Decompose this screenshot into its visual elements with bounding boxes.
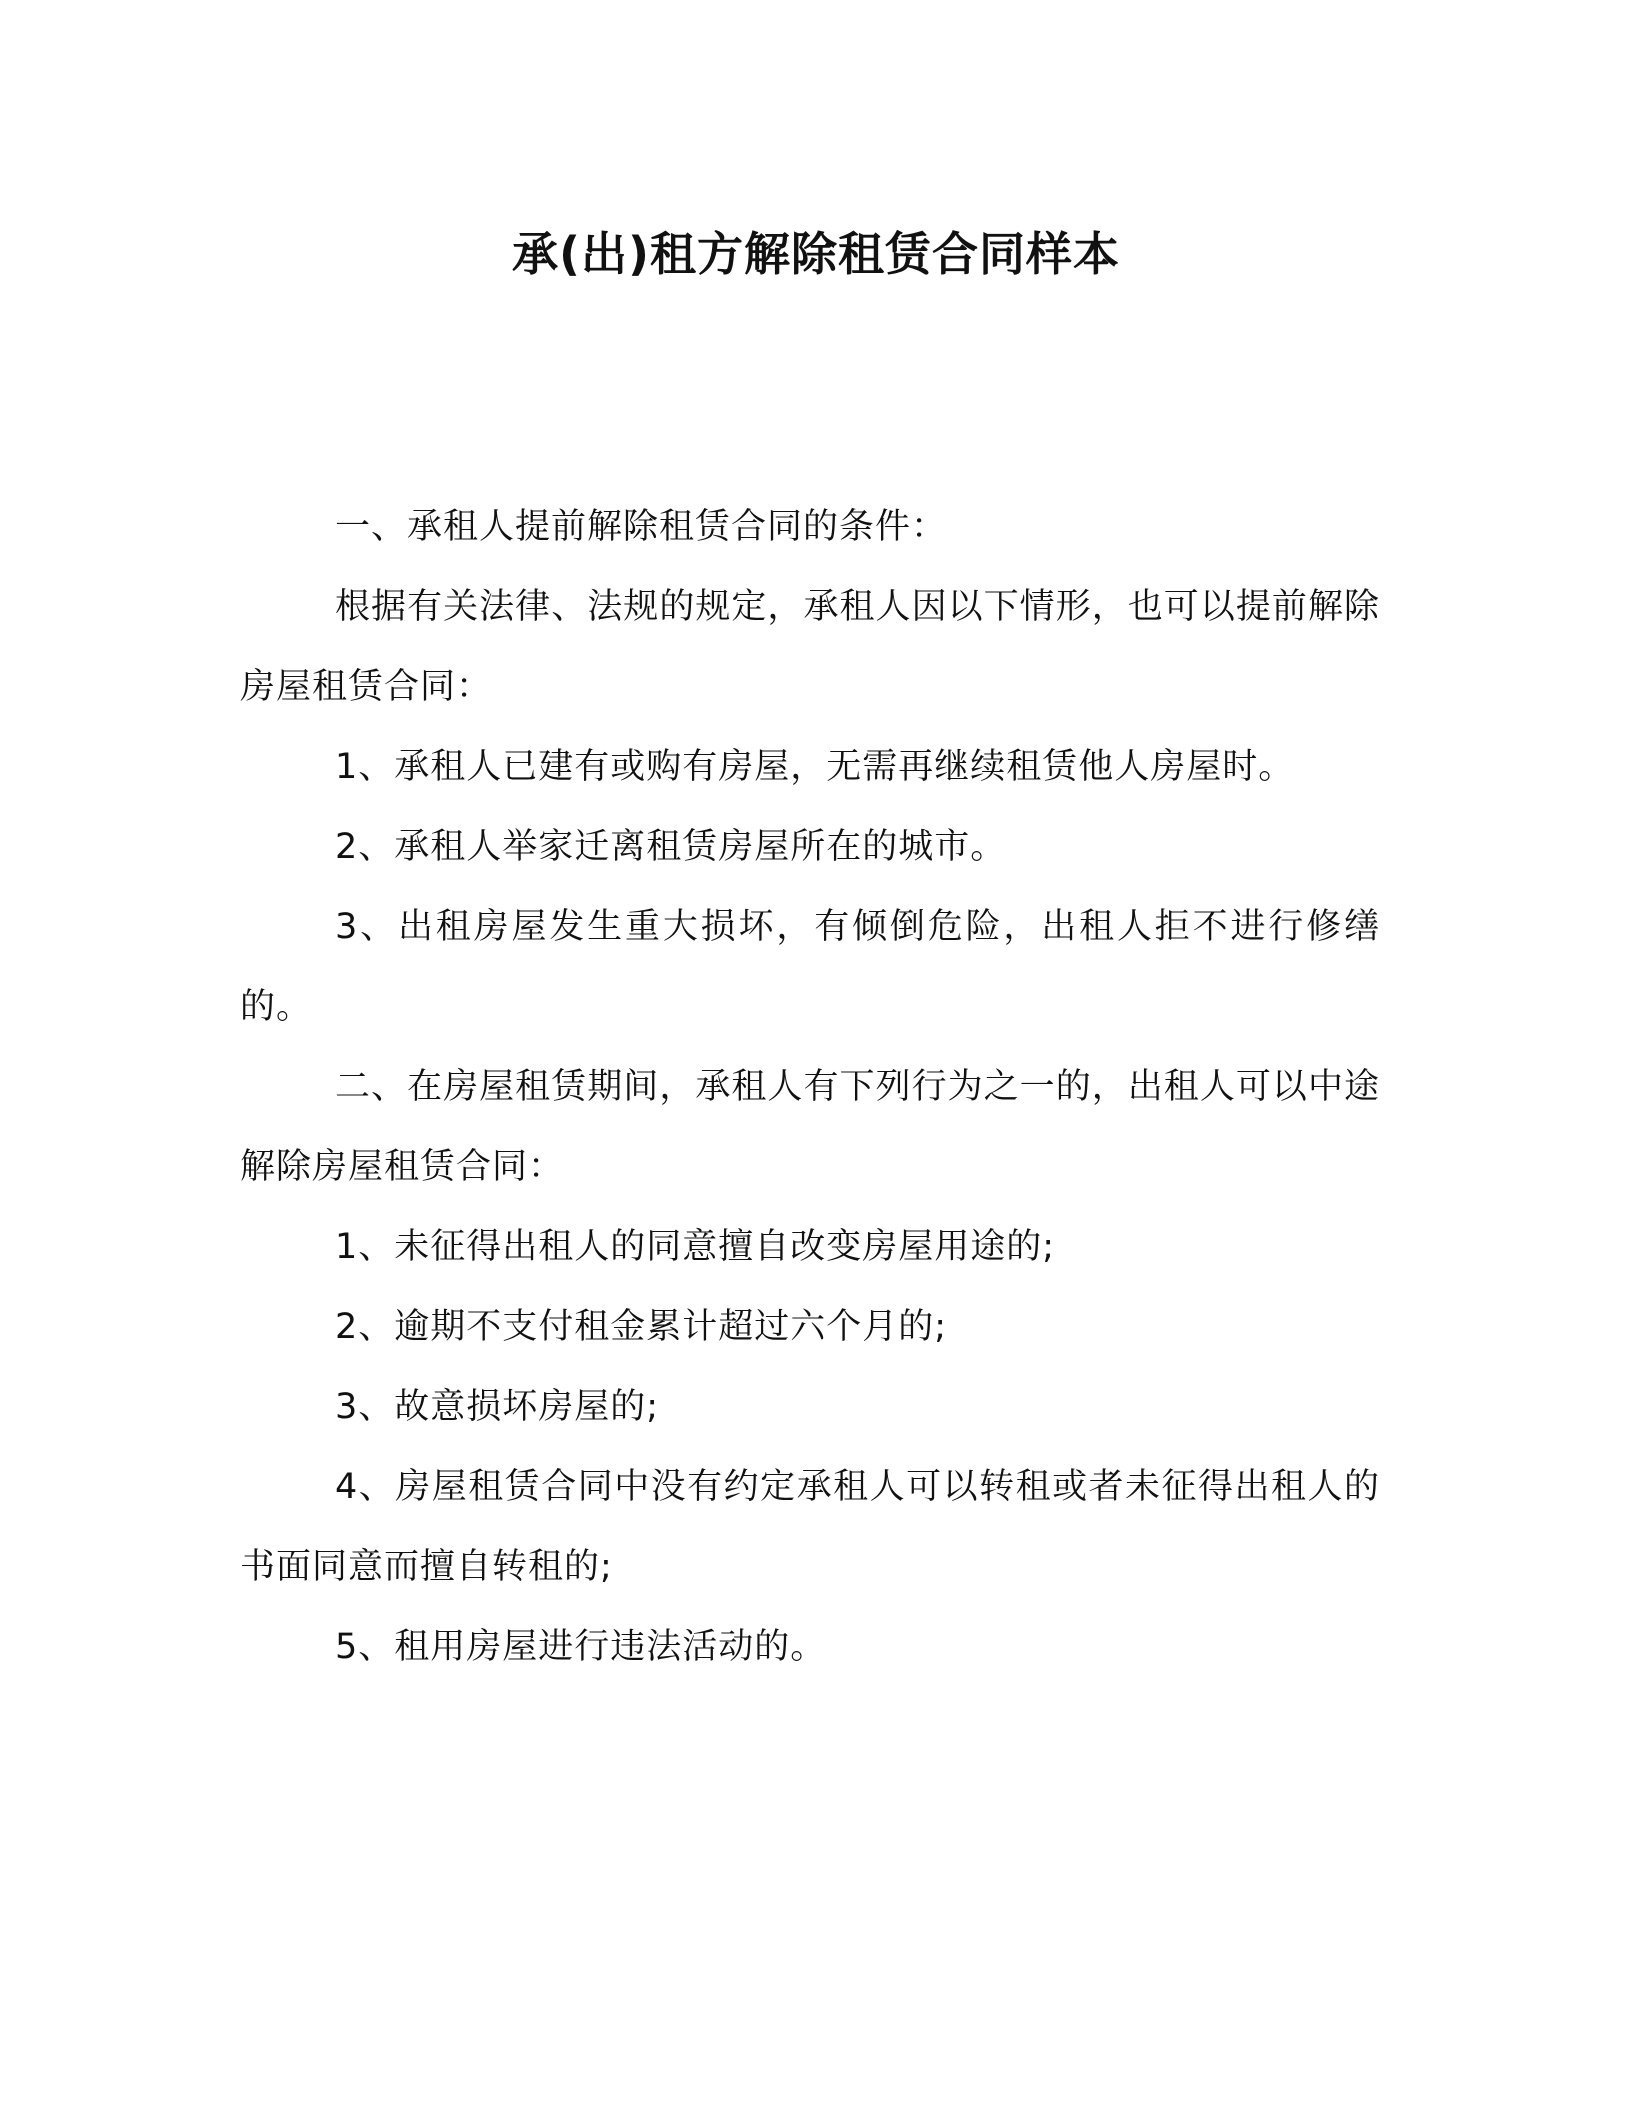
list-item: 1、承租人已建有或购有房屋，无需再继续租赁他人房屋时。	[335, 747, 1295, 787]
list-item: 2、逾期不支付租金累计超过六个月的;	[335, 1307, 948, 1347]
document-body	[240, 487, 1380, 1687]
list-item: 1、未征得出租人的同意擅自改变房屋用途的;	[335, 1227, 1056, 1267]
list-item: 5、租用房屋进行违法活动的。	[335, 1627, 827, 1667]
section-heading-1: 一、承租人提前解除租赁合同的条件：	[335, 507, 948, 547]
list-item: 4、房屋租赁合同中没有约定承租人可以转租或者未征得出租人的书面同意而擅自转租的;	[240, 1467, 1380, 1587]
paragraph: 根据有关法律、法规的规定，承租人因以下情形，也可以提前解除房屋租赁合同：	[240, 587, 1380, 707]
list-item: 3、出租房屋发生重大损坏，有倾倒危险，出租人拒不进行修缮的。	[240, 907, 1380, 1027]
list-item: 2、承租人举家迁离租赁房屋所在的城市。	[335, 827, 1007, 867]
section-heading-2: 二、在房屋租赁期间，承租人有下列行为之一的，出租人可以中途解除房屋租赁合同：	[240, 1067, 1380, 1187]
document-title: 承(出)租方解除租赁合同样本	[511, 227, 1121, 281]
list-item: 3、故意损坏房屋的;	[335, 1387, 660, 1427]
